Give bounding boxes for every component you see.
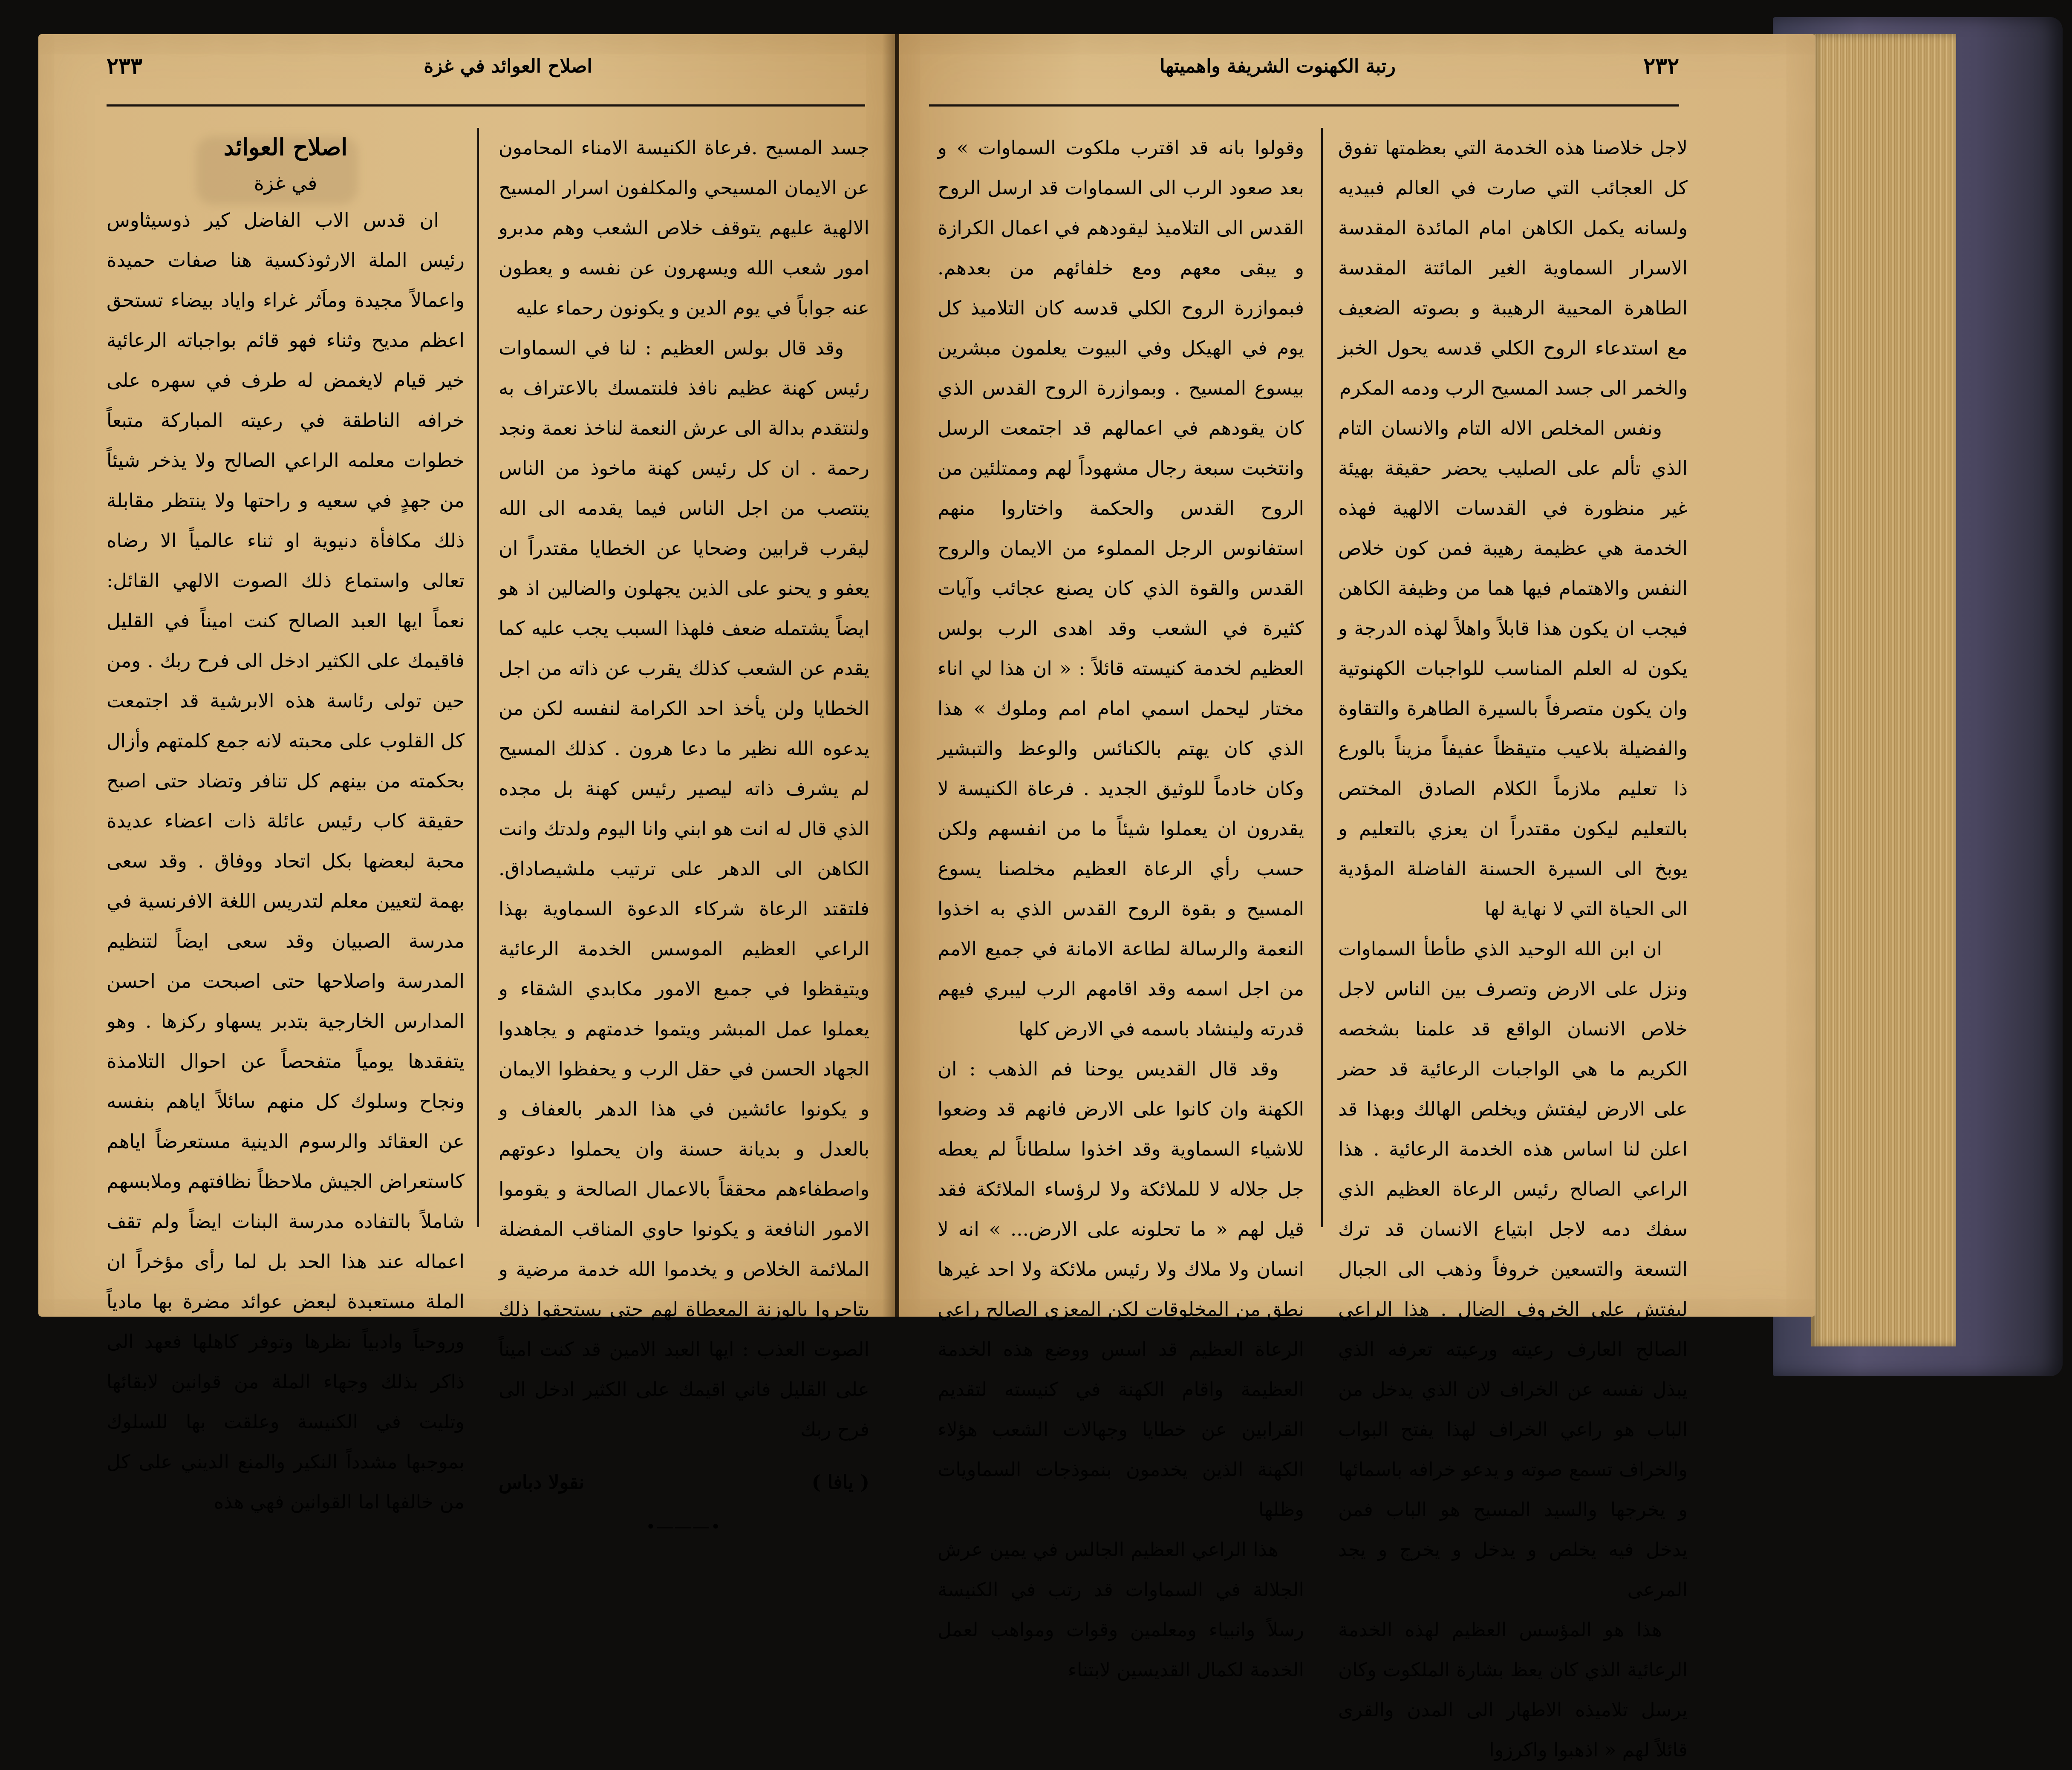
paragraph: هذا هو المؤسس العظيم لهذه الخدمة الرعائية الذي كان يعظ بشارة الملكوت وكان يرسل تلاميذه الاطهار الى المدن والقرى قائلاً لهم « اذهبوا واكرزوا xyxy=(1338,1618,1688,1761)
paragraph: لاجل خلاصنا هذه الخدمة التي بعظمتها تفوق كل العجائب التي صارت في العالم فبيديه ولسانه يكمل الكاهن امام المائدة المقدسة الاسرار السماوية الغير المائتة المقدسة الطاهرة المحيية الرهيبة و بصوته الضعيف مع استدعاء الروح الكلي قدسه يحول الخبز والخمر الى جسد المسيح الرب ودمه المكرم xyxy=(1338,136,1688,399)
paragraph: وقد قال بولس العظيم : لنا في السماوات رئيس كهنة عظيم نافذ فلنتمسك بالاعتراف به ولنتقدم بدالة الى عرش النعمة لناخذ نعمة ونجد رحمة . ان كل رئيس كهنة ماخوذ من الناس ينتصب من اجل الناس فيما يقدمه الى الله ليقرب قرابين وضحايا عن الخطايا مقتدراً ان يعفو و يحنو على الذين يجهلون والضالين اذ هو ايضاً يشتمله ضعف فلهذا السبب يجب عليه كما يقدم عن الشعب كذلك يقرب عن ذاته من اجل الخطايا ولن يأخذ احد الكرامة لنفسه لكن من يدعوه الله نظير ما دعا هرون . كذلك المسيح لم يشرف ذاته ليصير رئيس كهنة بل مجده الذي قال له انت هو ابني وانا اليوم ولدتك وانت الكاهن الى الدهر على ترتيب ملشيصاداق. فلتقتد الرعاة شركاء الدعوة السماوية بهذا الراعي العظيم الموسس الخدمة الرعائية ويتيقظوا في جميع الامور مكابدي الشقاء و يعملوا عمل المبشر ويتموا خدمتهم و يجاهدوا الجهاد الحسن في حقل الرب و يحفظوا الايمان و يكونوا عائشين في هذا الدهر بالعفاف و بالعدل و بديانة حسنة وان يحملوا دعوتهم واصطفاءهم محققاً بالاعمال الصالحة و يقوموا الامور النافعة و يكونوا حاوي المناقب المفضلة الملائمة الخلاص و يخدموا الله خدمة مرضية و يتاجروا بالوزنة المعطاة لهم حتى يستحقوا ذلك الصوت العذب : ايها العبد الامين قد كنت اميناً على القليل فاني اقيمك على الكثير ادخل الى فرح ربك xyxy=(499,337,869,1441)
paragraph: جسد المسيح .فرعاة الكنيسة الامناء المحامون عن الايمان المسيحي والمكلفون اسرار المسيح الالهية عليهم يتوقف خلاص الشعب وهم مدبرو امور شعب الله ويسهرون عن نفسه و يعطون عنه جواباً في يوم الدين و يكونون رحماء عليه xyxy=(499,136,869,319)
signature-place: ( يافا ) xyxy=(811,1471,869,1493)
left-column-outer xyxy=(107,128,465,1513)
right-page-number: ٢٣٢ xyxy=(1643,53,1679,79)
right-page-header xyxy=(929,38,1679,94)
paragraph: ان قدس الاب الفاضل كير ذوسيثاوس رئيس الملة الارثوذكسية هنا صفات حميدة واعمالاً مجيدة وماَثر غراء واياد بيضاء تستحق اعظم مديح وثناء فهو قائم بواجباته الرعائية خير قيام لايغمض له طرف في سهره على خرافه الناطقة في رعيته المباركة متبعاً خطوات معلمه الراعي الصالح ولا يذخر شيئاً من جهدٍ في سعيه و راحتها ولا ينتظر مقابلة ذلك مكافأة دنيوية او ثناء عالمياً الا رضاه تعالى واستماع ذلك الصوت الالهي القائل: نعماً ايها العبد الصالح كنت اميناً في القليل فاقيمك على الكثير ادخل الى فرح ربك . ومن حين تولى رئاسة هذه الابرشية قد اجتمعت كل القلوب على محبته لانه جمع كلمتهم وأزال بحكمته من بينهم كل تنافر وتضاد حتى اصبح حقيقة كاب رئيس عائلة ذات اعضاء عديدة محبة لبعضها بكل اتحاد ووفاق . وقد سعى بهمة لتعيين معلم لتدريس اللغة الافرنسية في مدرسة الصبيان وقد سعى ايضاً لتنظيم المدرسة واصلاحها حتى اصبحت من احسن المدارس الخارجية بتدبر يسهاو ركزها . وهو يتفقدها يومياً متفحصاً عن احوال التلامذة ونجاح وسلوك كل منهم سائلاً اياهم بنفسه عن العقائد والرسوم الدينية مستعرضاً اياهم كاستعراض الجيش ملاحظاً نظافتهم وملابسهم شاملاً بالتفاده مدرسة البنات ايضاً ولم تقف اعماله عند هذا الحد بل لما رأى مؤخراً ان الملة مستعبدة لبعض عوائد مضرة بها مادياً وروحياً وادبياً نظرها وتوفر كاهلها فعهد الى ذاكر بذلك وجهاء الملة من قوانين لابقائها وتليت في الكنيسة وعلقت بها للسلوك بموجبها مشدداً النكير والمنع الديني على كل من خالفها اما القوانين فهي هذه xyxy=(107,209,465,1513)
article-signature xyxy=(499,1462,869,1502)
left-page-header xyxy=(107,38,857,94)
page-edges xyxy=(1811,34,1956,1346)
left-running-title: اصلاح العوائد في غزة xyxy=(424,55,592,77)
right-column-outer xyxy=(1338,128,1688,1761)
section-subtitle: في غزة xyxy=(254,172,317,195)
right-header-rule xyxy=(929,104,1679,107)
right-column-divider xyxy=(1321,128,1323,1227)
left-page-number: ٢٣٣ xyxy=(107,53,142,79)
section-title: اصلاح العوائد xyxy=(223,133,348,161)
paragraph: ونفس المخلص الاله التام والانسان التام الذي تألم على الصليب يحضر حقيقة بهيئة غير منظورة في القدسات الالهية فهذه الخدمة هي عظيمة رهيبة فمن كون خلاص النفس والاهتمام فيها هما من وظيفة الكاهن فيجب ان يكون هذا قابلاً واهلاً لهذه الدرجة و يكون له العلم المناسب للواجبات الكهنوتية وان يكون متصرفاً بالسيرة الطاهرة والتقاوة والفضيلة بلاعيب متيقظاً عفيفاً مزيناً بالورع ذا تعليم ملازماً الكلام الصادق المختص بالتعليم ليكون مقتدراً ان يعزي بالتعليم و يوبخ الى السيرة الحسنة الفاضلة المؤدية الى الحياة التي لا نهاية لها xyxy=(1338,417,1688,920)
left-column-inner xyxy=(499,128,869,1536)
paragraph: ان ابن الله الوحيد الذي طأطأ السماوات ونزل على الارض وتصرف بين الناس لاجل خلاص الانسان الواقع قد علمنا بشخصه الكريم ما هي الواجبات الرعائية قد حضر على الارض ليفتش ويخلص الهالك وبهذا قد اعلن لنا اساس هذه الخدمة الرعائية . هذا الراعي الصالح رئيس الرعاة العظيم الذي سفك دمه لاجل ابتياع الانسان قد ترك التسعة والتسعين خروفاً وذهب الى الجبال ليفتش على الخروف الضال . هذا الراعي الصالح العارف رعيته ورعيته تعرفه الذي يبذل نفسه عن الخراف لان الذي يدخل من الباب هو راعي الخراف لهذا يفتح البواب والخراف تسمع صوته و يدعو خرافه باسمائها و يخرجها والسيد المسيح هو الباب فمن يدخل فيه يخلص و يدخل و يخرج و يجد المرعى xyxy=(1338,937,1688,1601)
end-ornament: •―――• xyxy=(646,1517,722,1536)
paragraph: وقد قال القديس يوحنا فم الذهب : ان الكهنة وان كانوا على الارض فانهم قد وضعوا للاشياء السماوية وقد اخذوا سلطاناً لم يعطه جل جلاله لا للملائكة ولا لرؤساء الملائكة فقد قيل لهم « ما تحلونه على الارض... » انه لا انسان ولا ملاك ولا رئيس ملائكة ولا احد غيرها نطق من المخلوقات لكن المعزي الصالح راعي الرعاة العظيم قد اسس ووضع هذه الخدمة العظيمة واقام الكهنة في كنيسته لتقديم القرابين عن خطايا وجهالات الشعب هؤلاء الكهنة الذين يخدمون بنموذجات السماويات وظلها xyxy=(938,1058,1304,1521)
right-running-title: رتبة الكهنوت الشريفة واهميتها xyxy=(1160,55,1396,77)
left-column-divider xyxy=(477,128,479,1227)
right-column-inner xyxy=(938,128,1304,1681)
signature-author: نقولا دباس xyxy=(499,1471,585,1493)
left-header-rule xyxy=(107,104,865,107)
paragraph: وقولوا بانه قد اقترب ملكوت السماوات » و بعد صعود الرب الى السماوات قد ارسل الروح القدس الى التلاميذ ليقودهم في اعمال الكرازة و يبقى معهم ومع خلفائهم من بعدهم. فبموازرة الروح الكلي قدسه كان التلاميذ كل يوم في الهيكل وفي البيوت يعلمون مبشرين بيسوع المسيح . وبموازرة الروح القدس الذي كان يقودهم في اعمالهم قد اجتمعت الرسل وانتخبت سبعة رجال مشهوداً لهم وممتلئين من الروح القدس والحكمة واختاروا منهم استفانوس الرجل المملوء من الايمان والروح القدس والقوة الذي كان يصنع عجائب وآيات كثيرة في الشعب وقد اهدى الرب بولس العظيم لخدمة كنيسته قائلاً : « ان هذا لي اناء مختار ليحمل اسمي امام امم وملوك » هذا الذي كان يهتم بالكنائس والوعظ والتبشير وكان خادماً للوثيق الجديد . فرعاة الكنيسة لا يقدرون ان يعملوا شيئاً ما من انفسهم ولكن حسب رأي الرعاة العظيم مخلصنا يسوع المسيح و بقوة الروح القدس الذي به اخذوا النعمة والرسالة لطاعة الامانة في جميع الامم من اجل اسمه وقد اقامهم الرب ليبري فيهم قدرته ولينشاد باسمه في الارض كلها xyxy=(938,136,1304,1040)
paragraph: هذا الراعي العظيم الجالس في يمين عرش الجلالة في السماوات قد رتب في الكنيسة رسلاً وانبياء ومعلمين وقوات ومواهب لعمل الخدمة لكمال القديسين لابتناء xyxy=(938,1538,1304,1681)
